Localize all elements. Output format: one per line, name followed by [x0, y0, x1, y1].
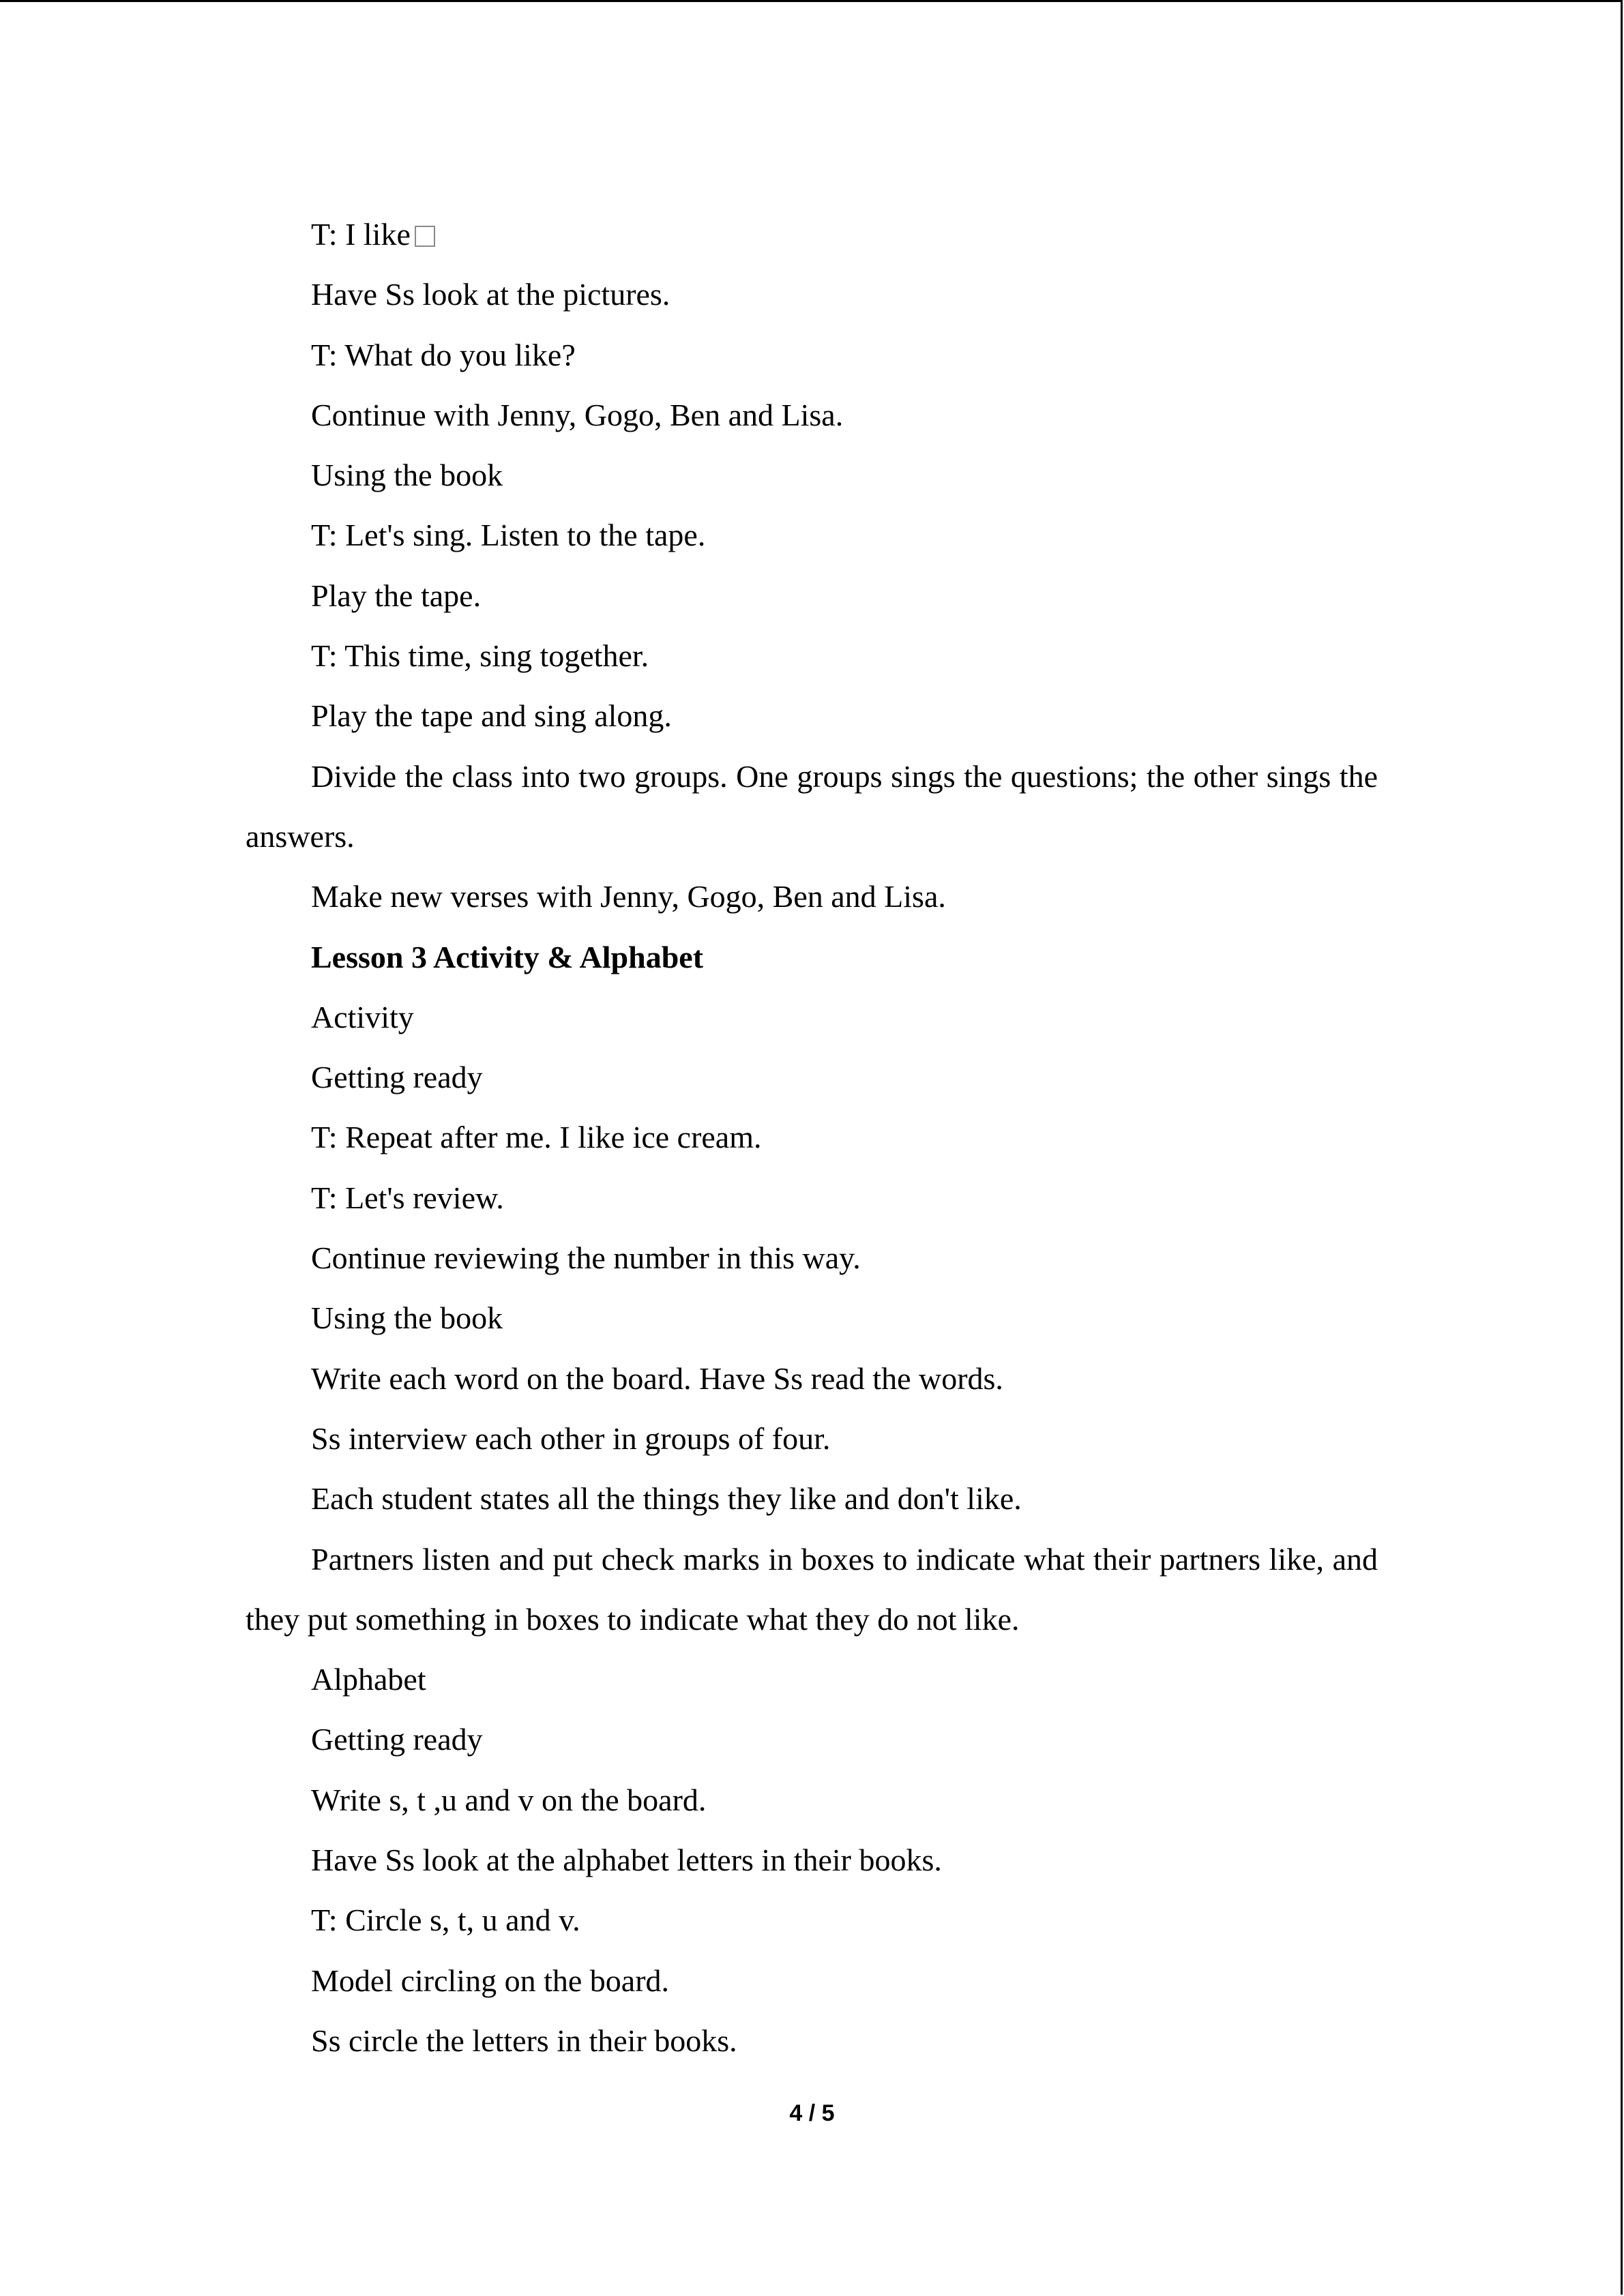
paragraph: Ss interview each other in groups of four.: [311, 1420, 831, 1456]
paragraph: Getting ready: [311, 1722, 483, 1757]
missing-glyph-box-icon: [415, 226, 435, 247]
paragraph: T: Repeat after me. I like ice cream.: [311, 1120, 762, 1155]
paragraph: Have Ss look at the alphabet letters in their books.: [311, 1843, 942, 1878]
paragraph: Ss circle the letters in their books.: [311, 2023, 737, 2058]
paragraph: T: Let's review.: [311, 1180, 504, 1215]
paragraph: Play the tape and sing along.: [311, 698, 672, 734]
first-line-text: T: I like: [311, 217, 411, 252]
paragraph: T: What do you like?: [311, 337, 576, 372]
document-body: [246, 205, 1378, 2071]
paragraph: Getting ready: [311, 1060, 483, 1095]
paragraph-first-line: [246, 205, 1378, 265]
paragraph: Continue reviewing the number in this way.: [311, 1240, 861, 1276]
paragraph: Have Ss look at the pictures.: [311, 277, 670, 312]
page-number: 4 / 5: [789, 2100, 835, 2126]
paragraph: Make new verses with Jenny, Gogo, Ben and Lisa.: [311, 879, 946, 914]
paragraph: Continue with Jenny, Gogo, Ben and Lisa.: [311, 397, 844, 432]
paragraph: Alphabet: [311, 1662, 426, 1697]
paragraph: T: Let's sing. Listen to the tape.: [311, 518, 706, 553]
paragraph: T: This time, sing together.: [311, 638, 649, 674]
paragraph: Divide the class into two groups. One groups sings the questions; the other sings the answers.: [246, 758, 1378, 854]
paragraph: Partners listen and put check marks in boxes to indicate what their partners like, and they put something in boxes to indicate what they do not like.: [246, 1541, 1378, 1637]
paragraph: Using the book: [311, 1300, 503, 1336]
paragraph: Each student states all the things they like and don't like.: [311, 1481, 1022, 1517]
paragraph: Model circling on the board.: [311, 1963, 670, 1998]
section-heading: Lesson 3 Activity & Alphabet: [311, 939, 704, 974]
paragraph: Play the tape.: [311, 578, 482, 613]
paragraph-list: [246, 265, 1378, 2071]
paragraph: Activity: [311, 999, 414, 1034]
paragraph: Write s, t ,u and v on the board.: [311, 1782, 707, 1817]
paragraph: Write each word on the board. Have Ss read the words.: [311, 1360, 1003, 1396]
paragraph: T: Circle s, t, u and v.: [311, 1903, 580, 1938]
paragraph: Using the book: [311, 458, 503, 493]
